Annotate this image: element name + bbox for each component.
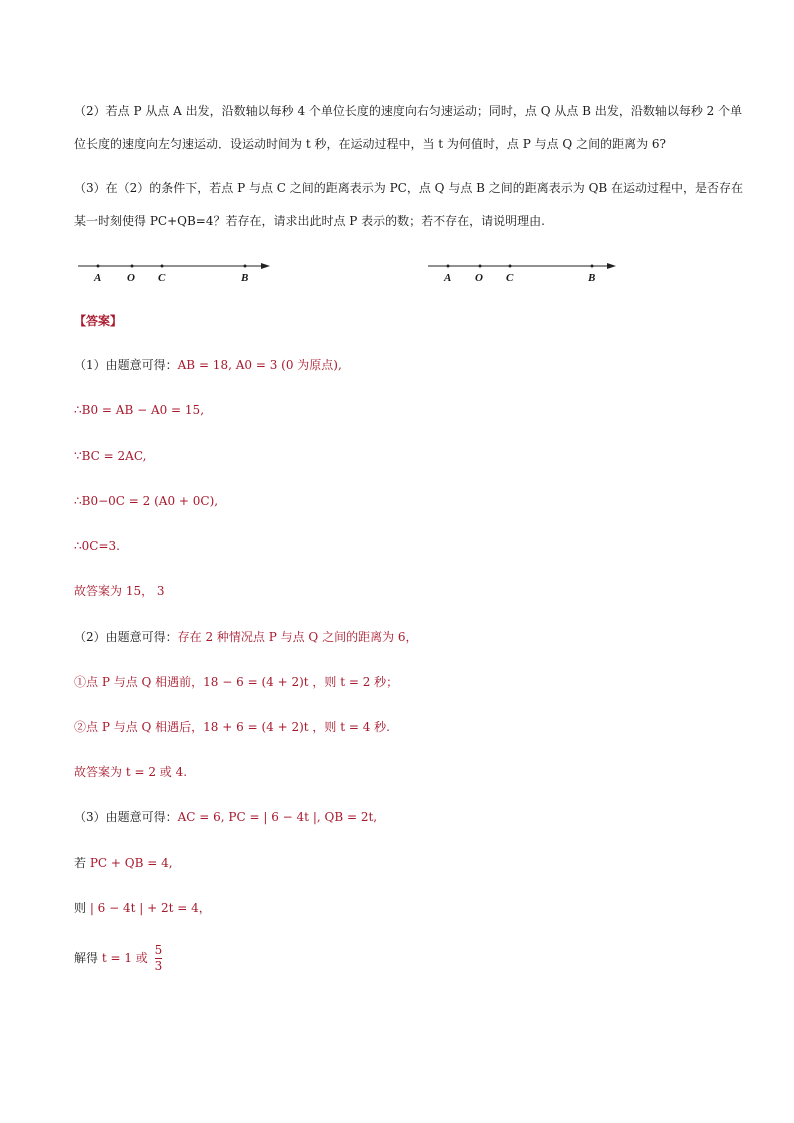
s3-line-3 <box>74 901 211 915</box>
s1-line-1-prefix: （1）由题意可得： <box>74 358 178 372</box>
point-b-dot <box>591 265 594 268</box>
number-line-figure-left <box>76 258 276 284</box>
point-a-label: A <box>94 272 102 284</box>
point-o-label: O <box>475 272 483 284</box>
s3-line-2 <box>74 856 173 870</box>
s2-conclusion: 故答案为 t = 2 或 4. <box>74 765 188 779</box>
s3-line-1-prefix: （3）由题意可得： <box>74 810 178 824</box>
point-c-label: C <box>506 272 514 284</box>
s1-line-5: ∴0C=3. <box>74 539 120 553</box>
s2-line-1-prefix: （2）由题意可得： <box>74 630 178 644</box>
point-o-dot <box>131 265 134 268</box>
s2-case-2: ②点 P 与点 Q 相遇后，18 + 6 = (4 + 2)t ，则 t = 4 秒. <box>74 720 390 734</box>
s1-line-4: ∴B0−0C = 2 (A0 + 0C), <box>74 494 219 508</box>
s3-line-3-math: | 6 − 4t | + 2t = 4， <box>89 901 211 915</box>
point-c-dot <box>161 265 164 268</box>
s2-line-1-rest: 存在 2 种情况点 P 与点 Q 之间的距离为 6， <box>177 630 418 644</box>
s3-line-4-math: t = 1 或 <box>101 951 148 965</box>
s3-line-1 <box>74 810 377 824</box>
s3-line-2-prefix: 若 <box>74 856 90 870</box>
point-a-label: A <box>444 272 452 284</box>
s3-line-4 <box>74 940 162 976</box>
s3-line-1-math: AC = 6, PC = | 6 − 4t |, QB = 2t, <box>177 810 378 824</box>
s1-line-1 <box>74 358 342 372</box>
q2-line-1: （2）若点 P 从点 A 出发，沿数轴以每秒 4 个单位长度的速度向右匀速运动；同时，点 Q 从点 B 出发，沿数轴以每秒 2 个单 <box>74 104 743 118</box>
q3-line-1: （3）在（2）的条件下，若点 P 与点 C 之间的距离表示为 PC，点 Q 与点 B 之间的距离表示为 QB 在运动过程中，是否存在 <box>74 181 744 195</box>
number-line-figure-right <box>426 258 626 284</box>
q3-line-2: 某一时刻使得 PC+QB=4？若存在，请求出此时点 P 表示的数；若不存在，请说明理由. <box>74 214 545 228</box>
s2-case-1: ①点 P 与点 Q 相遇前，18 − 6 = (4 + 2)t ，则 t = 2 秒； <box>74 675 399 689</box>
s3-line-2-math: PC + QB = 4, <box>89 856 173 870</box>
q2-line-2: 位长度的速度向左匀速运动．设运动时间为 t 秒，在运动过程中，当 t 为何值时，点 P 与点 Q 之间的距离为 6? <box>74 137 666 151</box>
s2-line-1 <box>74 630 418 644</box>
fraction-numerator: 5 <box>154 943 163 957</box>
s1-line-1-math: AB = 18, A0 = 3 (0 为原点), <box>177 358 342 372</box>
number-line-arrow <box>261 263 270 269</box>
point-c-dot <box>509 265 512 268</box>
point-o-label: O <box>127 272 135 284</box>
point-b-dot <box>244 265 247 268</box>
s1-line-3: ∵BC = 2AC, <box>74 449 147 463</box>
s1-conclusion: 故答案为 15， 3 <box>74 584 165 598</box>
fraction-denominator: 3 <box>154 959 163 973</box>
answer-heading: 【答案】 <box>74 314 123 328</box>
fraction-five-thirds <box>155 943 163 974</box>
s1-line-2: ∴B0 = AB − A0 = 15, <box>74 403 205 417</box>
point-b-label: B <box>241 272 249 284</box>
s3-line-4-prefix: 解得 <box>74 951 102 965</box>
point-a-dot <box>97 265 100 268</box>
point-b-label: B <box>588 272 596 284</box>
s3-line-3-prefix: 则 <box>74 901 90 915</box>
point-a-dot <box>447 265 450 268</box>
point-o-dot <box>479 265 482 268</box>
point-c-label: C <box>158 272 166 284</box>
number-line-arrow <box>607 263 616 269</box>
